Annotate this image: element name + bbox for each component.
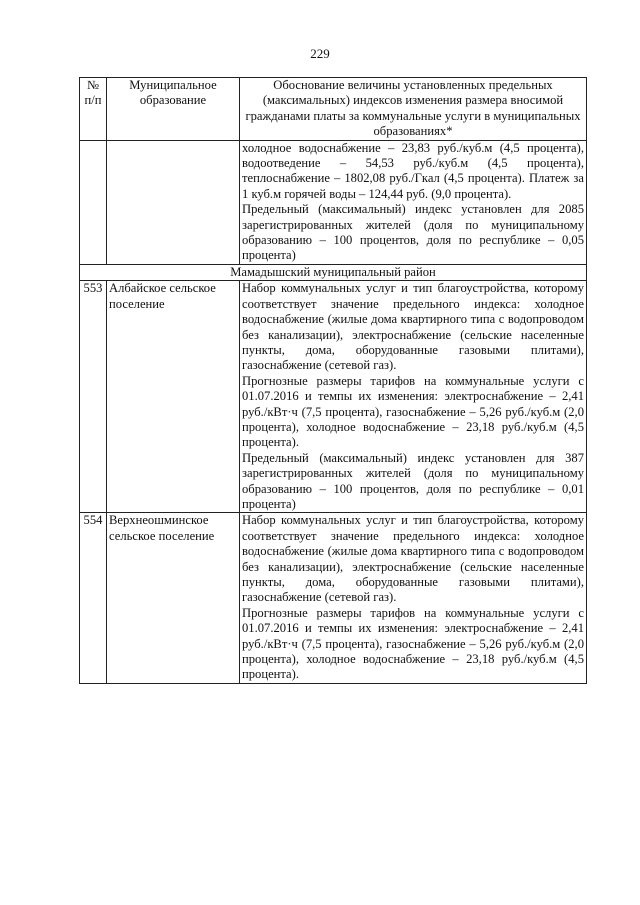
tariff-index-table [79,77,587,684]
row-number: 553 [80,281,107,513]
page-number: 229 [310,46,330,61]
tariff-forecast: Прогнозные размеры тарифов на коммунальные услуги с 01.07.2016 и темпы их изменения: электроснабжение – 2,41 руб./кВт·ч (7,5 процента), газоснабжение – 5,26 руб./куб.м (2,0 процента), холодное водоснабжение – 23,18 руб./куб.м (4,5 процента). [242,373,584,450]
row-justification [240,281,587,513]
header-municipality: Муниципальное образование [107,78,240,141]
table-row-continuation [80,140,587,264]
table-row [80,281,587,513]
row-municipality: Верхнеошминское сельское поселение [107,513,240,683]
row-number: 554 [80,513,107,683]
services-set: Набор коммунальных услуг и тип благоустройства, которому соответствует значение предельного индекса: холодное водоснабжение (жилые дома квартирного типа с водопроводом без канализации), электроснабжение (сельские населенные пункты, дома, оборудованные газовыми плитами), газоснабжение (сетевой газ). [242,281,584,373]
row-justification-cell [240,140,587,264]
row-municipality-cell [107,140,240,264]
table-header-row [80,78,587,141]
row-municipality: Албайское сельское поселение [107,281,240,513]
header-number: № п/п [80,78,107,141]
row-justification [240,513,587,683]
table-row [80,513,587,683]
continuation-index: Предельный (максимальный) индекс установлен для 2085 зарегистрированных жителей (доля по муниципальному образованию – 100 процентов, доля по республике – 0,05 процента) [242,202,584,263]
tariff-forecast: Прогнозные размеры тарифов на коммунальные услуги с 01.07.2016 и темпы их изменения: электроснабжение – 2,41 руб./кВт·ч (7,5 процента), газоснабжение – 5,26 руб./куб.м (2,0 процента), холодное водоснабжение – 23,18 руб./куб.м (4,5 процента). [242,605,584,682]
row-number-cell [80,140,107,264]
header-justification: Обоснование величины установленных предельных (максимальных) индексов изменения размера вносимой гражданами платы за коммунальные услуги в муниципальных образованиях* [240,78,587,141]
district-row [80,264,587,280]
district-title: Мамадышский муниципальный район [80,264,587,280]
services-set: Набор коммунальных услуг и тип благоустройства, которому соответствует значение предельного индекса: холодное водоснабжение (жилые дома квартирного типа с водопроводом без канализации), электроснабжение (сельские населенные пункты, дома, оборудованные газовыми плитами), газоснабжение (сетевой газ). [242,513,584,605]
continuation-tariffs: холодное водоснабжение – 23,83 руб./куб.м (4,5 процента), водоотведение – 54,53 руб./куб.м (4,5 процента), теплоснабжение – 1802,08 руб./Гкал (4,5 процента). Платеж за 1 куб.м горячей воды – 124,44 руб. (9,0 процента). [242,140,584,201]
index-coverage: Предельный (максимальный) индекс установлен для 387 зарегистрированных жителей (доля по муниципальному образованию – 100 процентов, доля по республике – 0,01 процента) [242,450,584,511]
